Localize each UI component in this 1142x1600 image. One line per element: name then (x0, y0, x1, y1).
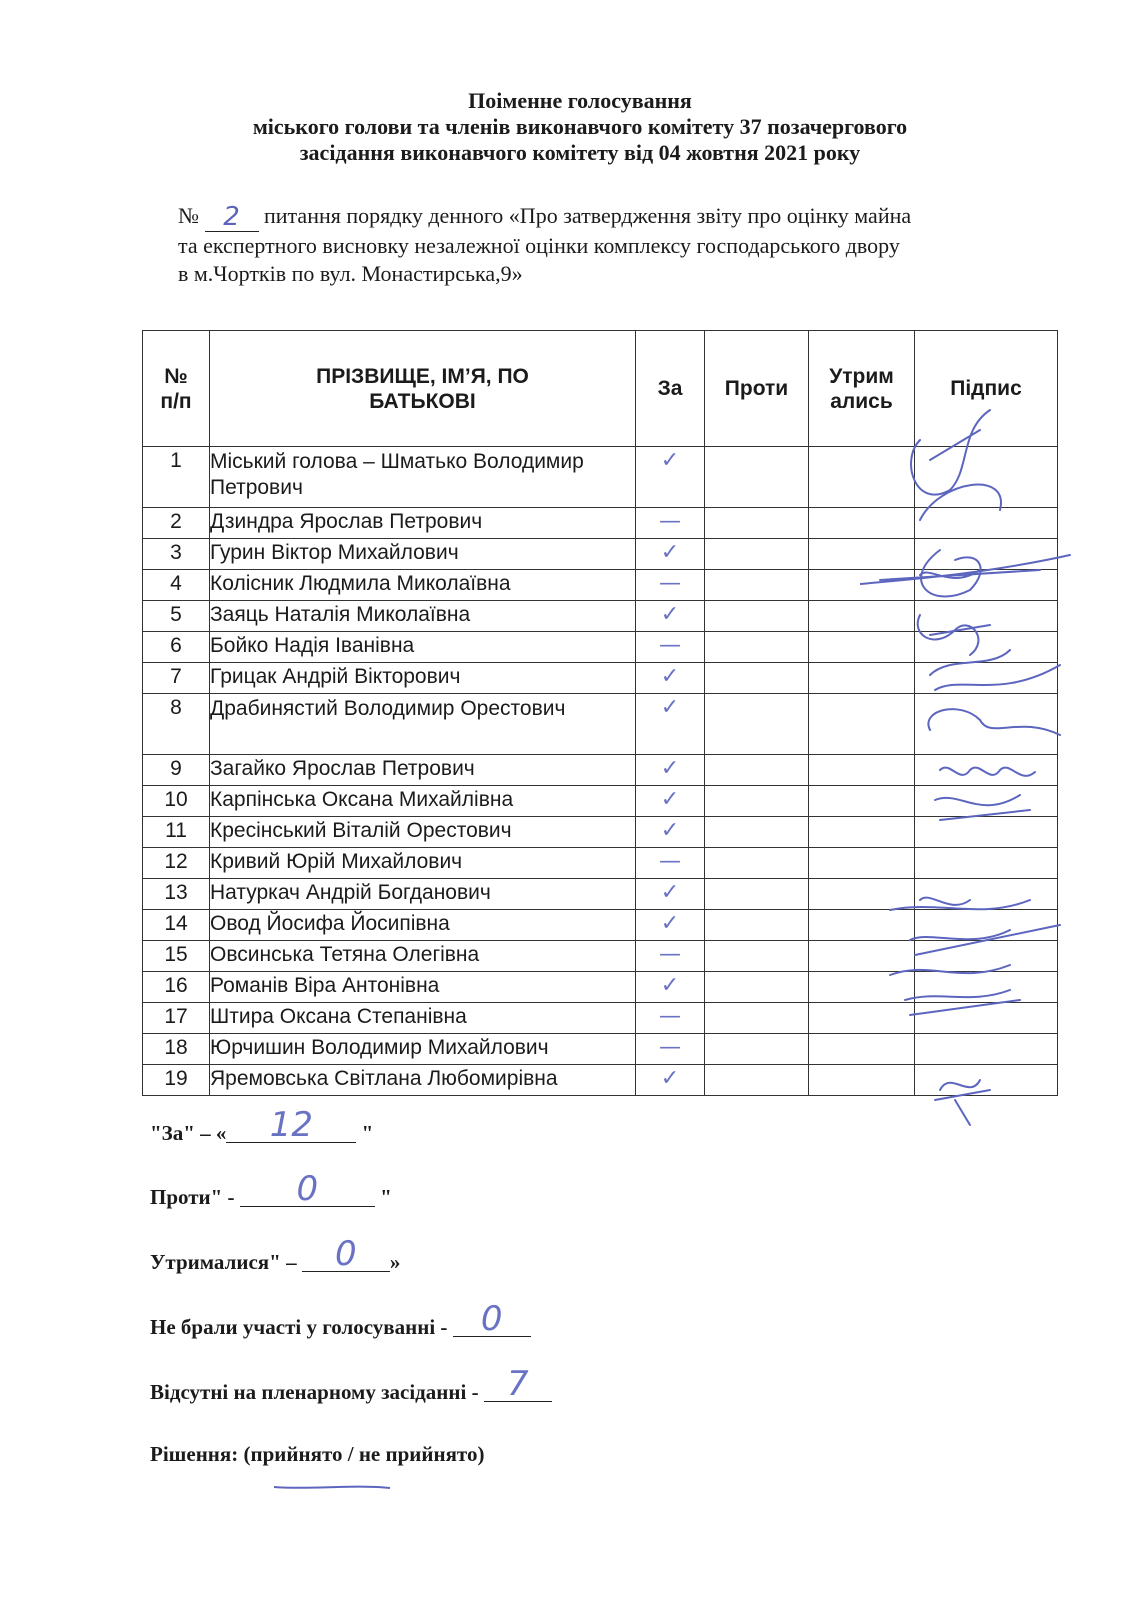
total-abstained-field (302, 1234, 390, 1274)
row-number: 16 (143, 972, 210, 1003)
signature-cell (915, 1003, 1058, 1034)
vote-against-cell (705, 632, 809, 663)
vote-abstained-cell (809, 508, 915, 539)
vote-abstained-cell (809, 1065, 915, 1096)
header-num: № п/п (143, 331, 210, 447)
member-name: Заяць Наталія Миколаївна (210, 601, 636, 632)
table-row (143, 755, 1058, 786)
total-against-label: Проти" - (150, 1185, 240, 1209)
signature-cell (915, 570, 1058, 601)
vote-abstained-cell (809, 848, 915, 879)
table-header-row (143, 331, 1058, 447)
vote-against-cell (705, 910, 809, 941)
vote-for-cell (636, 539, 705, 570)
vote-for-cell (636, 786, 705, 817)
dash-mark-icon: — (659, 1004, 681, 1029)
title-line-1: Поіменне голосування (468, 88, 692, 113)
table-row (143, 1003, 1058, 1034)
vote-abstained-cell (809, 786, 915, 817)
question-line-2: та експертного висновку незалежної оцінки комплексу господарського двору (178, 233, 900, 258)
table-row (143, 848, 1058, 879)
signature-cell (915, 786, 1058, 817)
vote-for-cell (636, 447, 705, 508)
member-name: Бойко Надія Іванівна (210, 632, 636, 663)
total-against-close: " (374, 1185, 392, 1209)
row-number: 6 (143, 632, 210, 663)
member-name: Міський голова – Шматько Володимир Петрович (210, 447, 636, 508)
table-row (143, 694, 1058, 755)
table-row (143, 1034, 1058, 1065)
vote-for-cell (636, 910, 705, 941)
header-for: За (636, 331, 705, 447)
vote-abstained-cell (809, 601, 915, 632)
document-title (150, 88, 1010, 166)
vote-abstained-cell (809, 817, 915, 848)
signature-cell (915, 694, 1058, 755)
signature-cell (915, 539, 1058, 570)
vote-abstained-cell (809, 972, 915, 1003)
vote-for-cell (636, 1065, 705, 1096)
member-name: Драбинястий Володимир Орестович (210, 694, 636, 755)
member-name: Романів Віра Антонівна (210, 972, 636, 1003)
signature-cell (915, 508, 1058, 539)
member-name: Колісник Людмила Миколаївна (210, 570, 636, 601)
signature-cell (915, 879, 1058, 910)
absent-value: 7 (507, 1364, 529, 1404)
total-for-field (226, 1105, 356, 1145)
question-text-line-1: питання порядку денного «Про затвердження звіту про оцінку майна (264, 203, 912, 228)
vote-against-cell (705, 1003, 809, 1034)
vote-against-cell (705, 786, 809, 817)
total-abstained-value: 0 (335, 1234, 357, 1274)
member-name: Карпінська Оксана Михайлівна (210, 786, 636, 817)
vote-for-cell (636, 941, 705, 972)
vote-against-cell (705, 694, 809, 755)
member-name: Гурин Віктор Михайлович (210, 539, 636, 570)
check-mark-icon: ✓ (660, 818, 680, 843)
question-line-1 (178, 202, 1083, 232)
member-name: Грицак Андрій Вікторович (210, 663, 636, 694)
check-mark-icon: ✓ (660, 880, 680, 905)
roll-call-table (142, 330, 1058, 1096)
member-name: Кривий Юрій Михайлович (210, 848, 636, 879)
vote-abstained-cell (809, 570, 915, 601)
row-number: 2 (143, 508, 210, 539)
check-mark-icon: ✓ (660, 756, 680, 781)
signature-cell (915, 817, 1058, 848)
check-mark-icon: ✓ (660, 973, 680, 998)
table-row (143, 632, 1058, 663)
absent-field (484, 1364, 552, 1404)
vote-against-cell (705, 508, 809, 539)
vote-for-cell (636, 848, 705, 879)
row-number: 7 (143, 663, 210, 694)
table-body (143, 447, 1058, 1096)
signature-cell (915, 632, 1058, 663)
vote-against-cell (705, 817, 809, 848)
row-number: 14 (143, 910, 210, 941)
vote-for-cell (636, 879, 705, 910)
table-row (143, 910, 1058, 941)
table-row (143, 817, 1058, 848)
vote-against-cell (705, 1034, 809, 1065)
question-number-prefix: № (178, 203, 199, 228)
member-name: Яремовська Світлана Любомирівна (210, 1065, 636, 1096)
signature-cell (915, 848, 1058, 879)
member-name: Штира Оксана Степанівна (210, 1003, 636, 1034)
total-against-field (240, 1169, 375, 1209)
header-against: Проти (705, 331, 809, 447)
dash-mark-icon: — (659, 509, 681, 534)
vote-against-cell (705, 663, 809, 694)
member-name: Кресінський Віталій Орестович (210, 817, 636, 848)
vote-abstained-cell (809, 694, 915, 755)
row-number: 3 (143, 539, 210, 570)
vote-abstained-cell (809, 1003, 915, 1034)
vote-against-cell (705, 601, 809, 632)
dash-mark-icon: — (659, 942, 681, 967)
row-number: 10 (143, 786, 210, 817)
vote-abstained-cell (809, 755, 915, 786)
vote-abstained-cell (809, 632, 915, 663)
total-against-value: 0 (296, 1169, 319, 1209)
table-row (143, 972, 1058, 1003)
vote-abstained-cell (809, 663, 915, 694)
check-mark-icon: ✓ (660, 787, 680, 812)
signature-cell (915, 910, 1058, 941)
table-row (143, 508, 1058, 539)
check-mark-icon: ✓ (660, 1066, 680, 1091)
not-voted-label: Не брали участі у голосуванні - (150, 1315, 453, 1339)
row-number: 15 (143, 941, 210, 972)
table-row (143, 1065, 1058, 1096)
vote-abstained-cell (809, 447, 915, 508)
signature-cell (915, 663, 1058, 694)
total-abstained-line (150, 1234, 401, 1275)
table-row (143, 570, 1058, 601)
not-voted-field (453, 1299, 531, 1339)
not-voted-line (150, 1299, 531, 1340)
total-abstained-label: Утрималися" – (150, 1250, 302, 1274)
check-mark-icon: ✓ (660, 664, 680, 689)
header-name: ПРІЗВИЩЕ, ІМ’Я, ПО БАТЬКОВІ (210, 331, 636, 447)
absent-label: Відсутні на пленарному засіданні - (150, 1380, 484, 1404)
not-voted-value: 0 (480, 1299, 503, 1339)
dash-mark-icon: — (659, 633, 681, 658)
vote-for-cell (636, 1003, 705, 1034)
question-line-3: в м.Чортків по вул. Монастирська,9» (178, 261, 523, 286)
vote-against-cell (705, 848, 809, 879)
title-line-2: міського голови та членів виконавчого комітету 37 позачергового (252, 114, 908, 139)
total-against-line (150, 1169, 392, 1210)
vote-for-cell (636, 972, 705, 1003)
signature-cell (915, 1065, 1058, 1096)
vote-against-cell (705, 570, 809, 601)
signature-cell (915, 941, 1058, 972)
table-row (143, 941, 1058, 972)
dash-mark-icon: — (659, 571, 681, 596)
total-for-label: "За" – « (150, 1121, 227, 1145)
dash-mark-icon: — (659, 1035, 681, 1060)
vote-for-cell (636, 817, 705, 848)
signature-cell (915, 447, 1058, 508)
vote-against-cell (705, 539, 809, 570)
vote-for-cell (636, 632, 705, 663)
member-name: Загайко Ярослав Петрович (210, 755, 636, 786)
table-row (143, 539, 1058, 570)
vote-against-cell (705, 879, 809, 910)
vote-abstained-cell (809, 1034, 915, 1065)
table-row (143, 601, 1058, 632)
row-number: 19 (143, 1065, 210, 1096)
header-signature: Підпис (915, 331, 1058, 447)
header-abstained: Утрим ались (809, 331, 915, 447)
question-number-handwritten: 2 (223, 202, 240, 232)
row-number: 18 (143, 1034, 210, 1065)
vote-against-cell (705, 941, 809, 972)
vote-against-cell (705, 972, 809, 1003)
agenda-question (178, 202, 1083, 288)
check-mark-icon: ✓ (660, 602, 680, 627)
member-name: Овод Йосифа Йосипівна (210, 910, 636, 941)
member-name: Натуркач Андрій Богданович (210, 879, 636, 910)
member-name: Юрчишин Володимир Михайлович (210, 1034, 636, 1065)
vote-for-cell (636, 570, 705, 601)
signature-cell (915, 601, 1058, 632)
check-mark-icon: ✓ (660, 695, 680, 720)
vote-against-cell (705, 1065, 809, 1096)
absent-line (150, 1364, 552, 1405)
title-line-3: засідання виконавчого комітету від 04 жовтня 2021 року (299, 140, 861, 165)
signature-cell (915, 1034, 1058, 1065)
decision-line (150, 1442, 484, 1467)
row-number: 12 (143, 848, 210, 879)
check-mark-icon: ✓ (660, 448, 680, 473)
table-row (143, 447, 1058, 508)
row-number: 8 (143, 694, 210, 755)
vote-for-cell (636, 755, 705, 786)
signature-cell (915, 755, 1058, 786)
decision-underline-handwritten (272, 1482, 392, 1492)
vote-for-cell (636, 508, 705, 539)
vote-for-cell (636, 694, 705, 755)
vote-abstained-cell (809, 539, 915, 570)
total-for-close: " (356, 1121, 374, 1145)
table-row (143, 786, 1058, 817)
vote-abstained-cell (809, 910, 915, 941)
dash-mark-icon: — (659, 849, 681, 874)
question-number-field (205, 202, 259, 232)
total-abstained-close: » (389, 1250, 401, 1274)
vote-against-cell (705, 755, 809, 786)
row-number: 13 (143, 879, 210, 910)
total-for-line (150, 1105, 374, 1146)
vote-for-cell (636, 663, 705, 694)
row-number: 11 (143, 817, 210, 848)
check-mark-icon: ✓ (660, 911, 680, 936)
row-number: 17 (143, 1003, 210, 1034)
member-name: Овсинська Тетяна Олегівна (210, 941, 636, 972)
table-row (143, 663, 1058, 694)
vote-for-cell (636, 601, 705, 632)
decision-label: Рішення: (прийнято / не прийнято) (150, 1442, 485, 1466)
member-name: Дзиндра Ярослав Петрович (210, 508, 636, 539)
total-for-value: 12 (269, 1105, 314, 1145)
row-number: 9 (143, 755, 210, 786)
vote-against-cell (705, 447, 809, 508)
vote-abstained-cell (809, 879, 915, 910)
vote-abstained-cell (809, 941, 915, 972)
check-mark-icon: ✓ (660, 540, 680, 565)
row-number: 5 (143, 601, 210, 632)
row-number: 4 (143, 570, 210, 601)
vote-for-cell (636, 1034, 705, 1065)
table-row (143, 879, 1058, 910)
signature-cell (915, 972, 1058, 1003)
row-number: 1 (143, 447, 210, 508)
